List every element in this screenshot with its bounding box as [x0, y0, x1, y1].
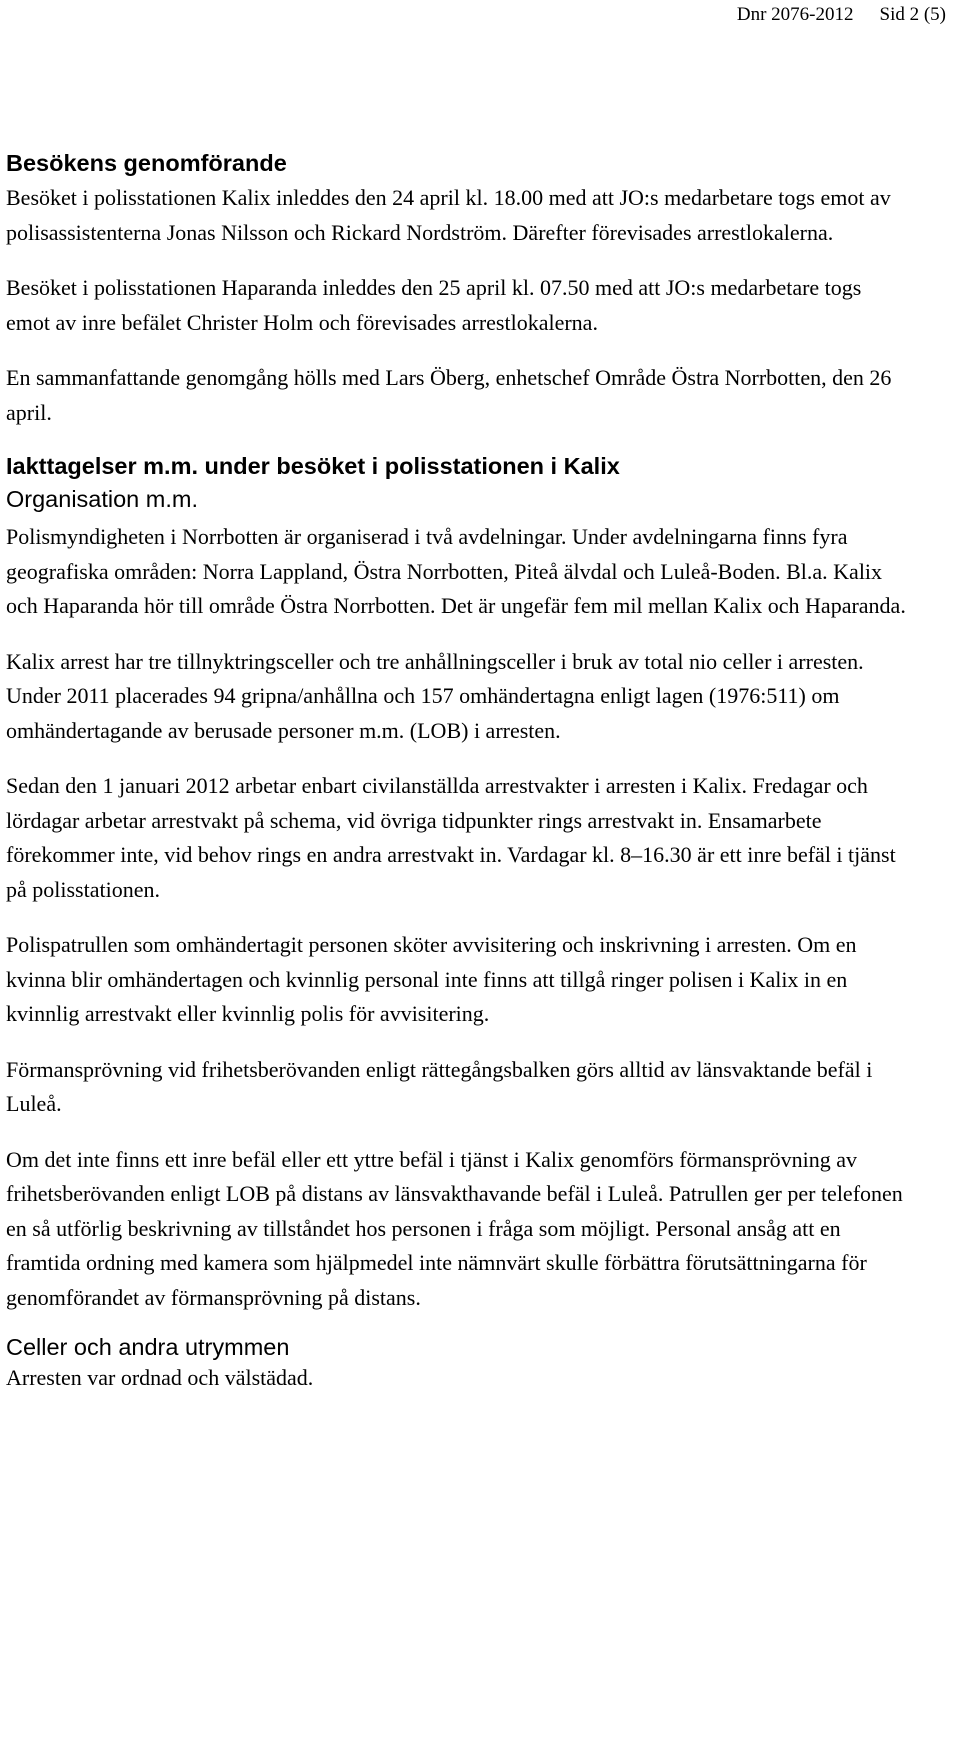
document-body	[6, 148, 906, 1414]
paragraph-haparanda-visit: Besöket i polisstationen Haparanda inleddes den 25 april kl. 07.50 med att JO:s medarbetare togs emot av inre befälet Christer Holm och förevisades arrestlokalerna.	[6, 275, 862, 335]
paragraph-patrol: Polispatrullen som omhändertagit personen sköter avvisitering och inskrivning i arresten. Om en kvinna blir omhändertagen och kvinnlig personal inte finns att tillgå ringer polisen i Kalix in en kvinnlig arrestvakt eller kvinnlig polis för avvisitering.	[6, 932, 857, 1026]
paragraph-cells: Kalix arrest har tre tillnyktringsceller och tre anhållningsceller i bruk av total nio celler i arresten. Under 2011 placerades 94 gripna/anhållna och 157 omhändertagna enligt lagen (1976:511) om omhändertagande av berusade personer m.m. (LOB) i arresten.	[6, 648, 864, 743]
paragraph-formansprovning: Förmansprövning vid frihetsberövanden enligt rättegångsbalken görs alltid av länsvaktande befäl i Luleå.	[6, 1056, 873, 1116]
section-heading-iakttagelser: Iakttagelser m.m. under besöket i polisstationen i Kalix	[6, 453, 620, 479]
paragraph-distance-review: Om det inte finns ett inre befäl eller ett yttre befäl i tjänst i Kalix genomförs förmansprövning av frihetsberövanden enligt LOB på distans av länsvakthavande befäl i Luleå. Patrullen ger per telefonen en så utförlig beskrivning av tillståndet hos personen i fråga som möjligt. Personal ansåg att en framtida ordning med kamera som hjälpmedel inte nämnvärt skulle förbättra förutsättningarna för genomförandet av förmansprövning på distans.	[6, 1146, 903, 1310]
paragraph-summary-meeting: En sammanfattande genomgång hölls med Lars Öberg, enhetschef Område Östra Norrbotten, den 26 april.	[6, 365, 892, 425]
document-number: Dnr 2076-2012	[736, 4, 854, 25]
paragraph-kalix-visit: Besöket i polisstationen Kalix inleddes den 24 april kl. 18.00 med att JO:s medarbetare togs emot av polisassistenterna Jonas Nilsson och Rickard Nordström. Därefter förevisades arrestlokalerna.	[6, 185, 891, 245]
page-header	[737, 0, 946, 30]
page-number: Sid 2 (5)	[879, 4, 946, 25]
sub-heading-celler: Celler och andra utrymmen	[6, 1334, 290, 1360]
sub-heading-organisation: Organisation m.m.	[6, 486, 198, 512]
paragraph-arrest-condition: Arresten var ordnad och välstädad.	[6, 1365, 314, 1390]
section-heading-genomforande: Besökens genomförande	[6, 150, 287, 176]
paragraph-staffing: Sedan den 1 januari 2012 arbetar enbart civilanställda arrestvakter i arresten i Kalix. Fredagar och lördagar arbetar arrestvakt på schema, vid övriga tidpunkter rings arrestvakt in. Ensamarbete förekommer inte, vid behov rings en andra arrestvakt in. Vardagar kl. 8–16.30 är ett inre befäl i tjänst på polisstationen.	[6, 773, 896, 902]
paragraph-organisation: Polismyndigheten i Norrbotten är organiserad i två avdelningar. Under avdelningarna finns fyra geografiska områden: Norra Lappland, Östra Norrbotten, Piteå älvdal och Luleå-Boden. Bl.a. Kalix och Haparanda hör till område Östra Norrbotten. Det är ungefär fem mil mellan Kalix och Haparanda.	[6, 524, 906, 618]
